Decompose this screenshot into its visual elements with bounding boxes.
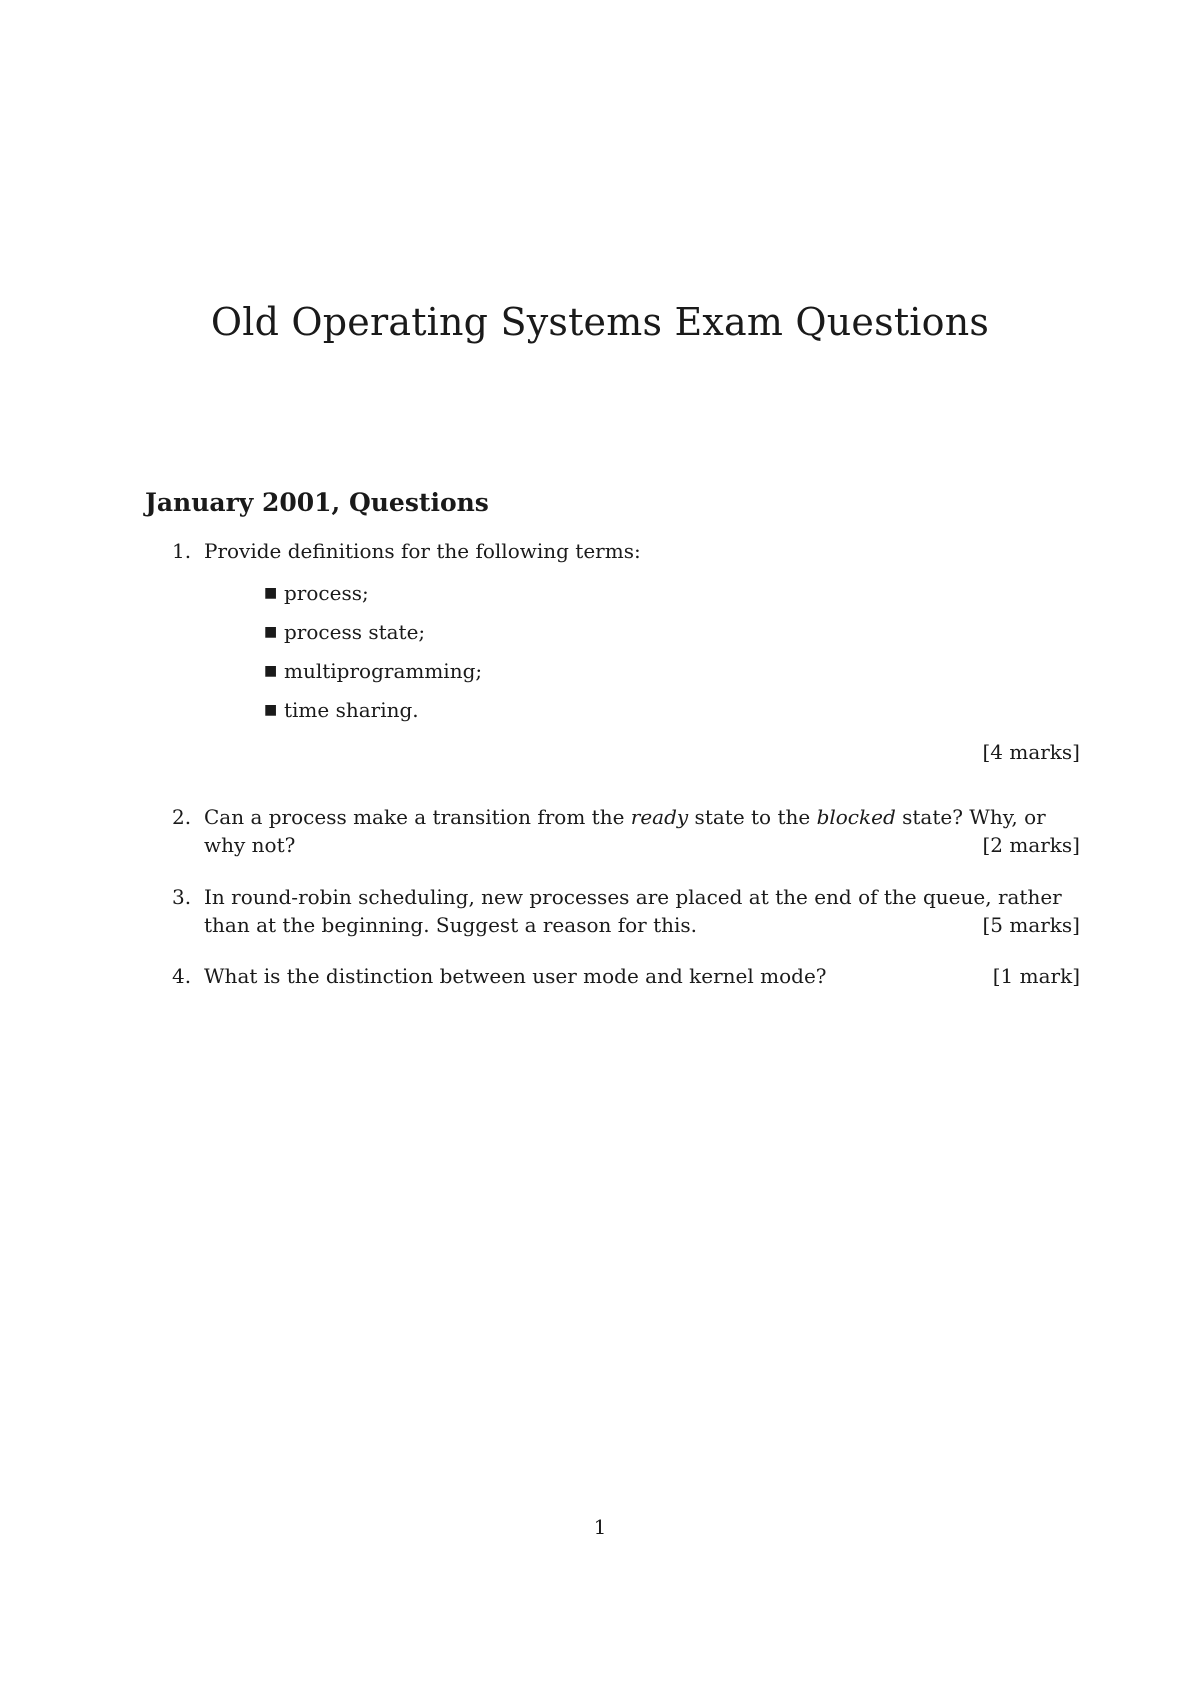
- document-title: Old Operating Systems Exam Questions: [210, 300, 990, 344]
- question-number: 3.: [172, 885, 192, 909]
- term-text: time sharing.: [284, 698, 419, 722]
- list-item: [264, 696, 1080, 724]
- question-text: In round-robin scheduling, new processes are placed at the end of the queue, rather than at the beginning. Suggest a reason for this.: [204, 885, 1062, 937]
- question-4: [172, 962, 1080, 990]
- question-text-block: [204, 962, 1080, 990]
- question-text-block: [204, 883, 1080, 939]
- list-item: [264, 579, 1080, 607]
- question-number: 2.: [172, 805, 192, 829]
- list-item: [264, 657, 1080, 685]
- term-list: [204, 579, 1080, 724]
- bullet-icon: ■: [264, 663, 278, 679]
- blocked-term: blocked: [816, 805, 896, 829]
- question-text: Provide definitions for the following terms:: [204, 539, 641, 563]
- question-number: 1.: [172, 539, 192, 563]
- term-text: process;: [284, 581, 369, 605]
- term-text: multiprogramming;: [284, 659, 483, 683]
- question-text-part: state to the: [688, 805, 817, 829]
- section-heading: January 2001, Questions: [145, 488, 489, 517]
- bullet-icon: ■: [264, 624, 278, 640]
- marks-label: [1 mark]: [992, 964, 1080, 988]
- bullet-icon: ■: [264, 585, 278, 601]
- marks-label: [5 marks]: [982, 913, 1080, 937]
- question-text: What is the distinction between user mode and kernel mode?: [204, 964, 827, 988]
- question-text: [204, 803, 1080, 859]
- question-2: [172, 803, 1080, 859]
- question-text-part: Can a process make a transition from the: [204, 805, 631, 829]
- term-text: process state;: [284, 620, 426, 644]
- marks-label: [2 marks]: [982, 833, 1080, 857]
- question-1: [172, 537, 1080, 766]
- page-number: 1: [593, 1515, 607, 1539]
- marks-label: [4 marks]: [982, 740, 1080, 764]
- list-item: [264, 618, 1080, 646]
- question-3: [172, 883, 1080, 939]
- ready-term: ready: [630, 805, 689, 829]
- bullet-icon: ■: [264, 702, 278, 718]
- question-number: 4.: [172, 964, 192, 988]
- question-text-part: state? Why, or why not?: [204, 805, 1046, 857]
